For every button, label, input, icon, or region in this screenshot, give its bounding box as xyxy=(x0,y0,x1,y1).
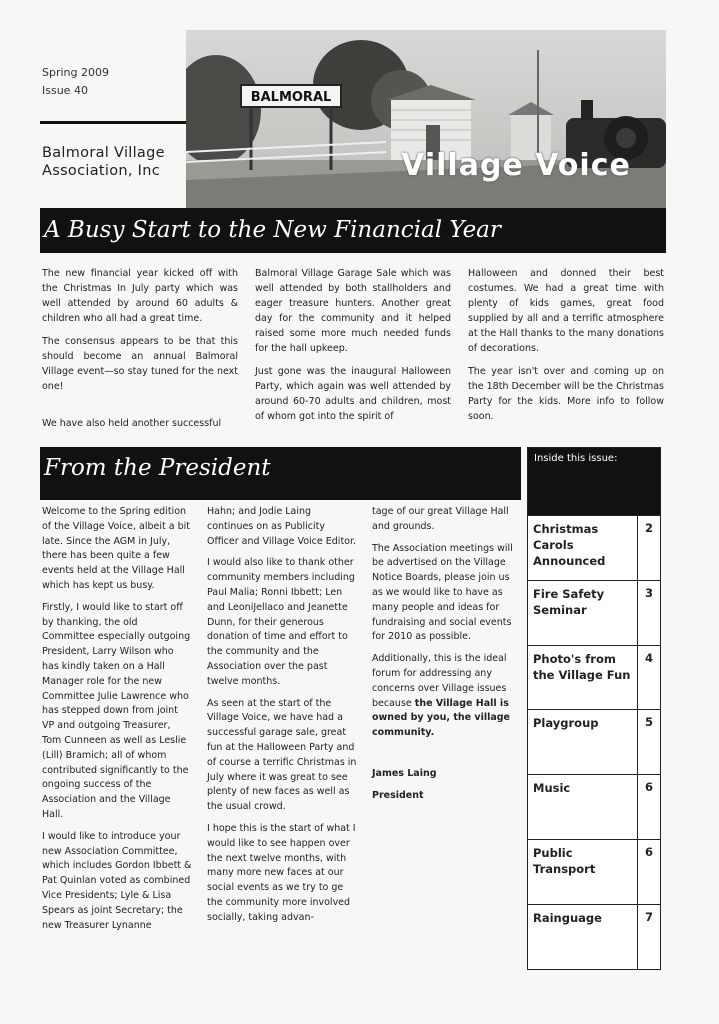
toc-page: 4 xyxy=(637,646,660,710)
toc-page: 7 xyxy=(637,905,660,969)
toc-page: 5 xyxy=(637,710,660,774)
newsletter-title: Village Voice xyxy=(401,148,631,183)
toc-title: Playgroup xyxy=(533,716,599,731)
paragraph: The new financial year kicked off with the Christmas In July party which was well attended by around 60 adults & children who all had a great time. xyxy=(42,268,238,324)
toc-item[interactable] xyxy=(528,515,660,580)
toc-title: Music xyxy=(533,781,571,796)
inside-heading: Inside this issue: xyxy=(528,448,660,515)
paragraph: I would also like to thank other community members including Paul Malia; Ronni Ibbett; Len and LeoniJellaco and Jeanette Dunn, for their generous donation of time and effort to the community and the Association over the past twelve months. xyxy=(207,557,355,687)
toc-item[interactable] xyxy=(528,774,660,839)
signoff-title: President xyxy=(372,789,424,801)
association-name xyxy=(42,144,165,180)
president-column-1 xyxy=(42,505,192,940)
paragraph: The year isn't over and coming up on the 18th December will be the Christmas Party for the kids. More info to follow soon. xyxy=(468,366,664,422)
issue-season: Spring 2009 xyxy=(42,66,109,79)
paragraph: We have also held another successful xyxy=(42,418,222,429)
assoc-line-1: Balmoral Village xyxy=(42,145,165,161)
paragraph: tage of our great Village Hall and grounds. xyxy=(372,506,509,532)
article-heading-financial-year: A Busy Start to the New Financial Year xyxy=(40,208,666,253)
paragraph: The Association meetings will be advertised on the Village Notice Boards, please join us as we would like to have as many people and ideas for fundraising and social events for 2010 as possible. xyxy=(372,542,513,643)
article1-column-3 xyxy=(468,266,664,432)
toc-page: 3 xyxy=(637,581,660,645)
paragraph: Halloween and donned their best costumes. We had a great time with plenty of kids games, great food supplied by all and a terrific atmosphere at the Hall thanks to the many donations of decorations. xyxy=(468,268,664,354)
toc-page: 6 xyxy=(637,775,660,839)
paragraph: Hahn; and Jodie Laing continues on as Publicity Officer and Village Voice Editor. xyxy=(207,506,357,547)
assoc-line-2: Association, Inc xyxy=(42,163,161,179)
paragraph: I would like to introduce your new Association Committee, which includes Gordon Ibbett & Pat Quinlan voted as combined Vice Presidents; Lyle & Lisa Spears as joint Secretary; the new Treasurer Lynanne xyxy=(42,830,192,931)
toc-item[interactable] xyxy=(528,580,660,645)
toc-title: Rainguage xyxy=(533,910,602,925)
toc-item[interactable] xyxy=(528,839,660,904)
toc-page: 2 xyxy=(637,516,660,580)
toc-item[interactable] xyxy=(528,904,660,969)
paragraph xyxy=(372,652,520,741)
paragraph: As seen at the start of the Village Voice, we have had a successful garage sale, great fun at the Halloween Party and of course a terrific Christmas in July where it was great to see plenty of new faces as well as the usual crowd. xyxy=(207,697,357,813)
paragraph-text: Additionally, this is the ideal forum for addressing any concerns over Village issues because xyxy=(372,653,507,709)
paragraph: I hope this is the start of what I would like to see happen over the next twelve months, with many more new faces at our social events as we try to ge the community more involved socially, taking advan- xyxy=(207,822,356,923)
president-column-3 xyxy=(372,505,520,811)
toc-item[interactable] xyxy=(528,645,660,710)
paragraph: The consensus appears to be that this should become an annual Balmoral Village event—so stay tuned for the next one! xyxy=(42,336,238,392)
inside-this-issue-box xyxy=(527,447,661,970)
toc-title: Fire Safety Seminar xyxy=(533,586,605,617)
emphasis-text: the Village Hall is owned by you, the village community. xyxy=(372,697,510,739)
divider xyxy=(40,121,186,124)
signoff-name: James Laing xyxy=(372,767,437,779)
toc-title: Photo's from the Village Fun xyxy=(533,651,631,682)
paragraph: Welcome to the Spring edition of the Village Voice, albeit a bit late. Since the AGM in July, there has been quite a few events held at the Village Hall which has kept us busy. xyxy=(42,506,190,591)
station-sign-text: BALMORAL xyxy=(250,90,332,105)
paragraph: Balmoral Village Garage Sale which was well attended by both stallholders and eager treasure hunters. Another great day for the community and it helped raised some more much needed funds for the hall upkeep. xyxy=(255,268,451,354)
toc-item[interactable] xyxy=(528,709,660,774)
paragraph: Just gone was the inaugural Halloween Party, which again was well attended by around 60-70 adults and children, most of whom got into the spirit of xyxy=(255,366,451,422)
article-heading-president: From the President xyxy=(40,447,521,500)
masthead-photo xyxy=(186,30,666,208)
toc-title: Public Transport xyxy=(533,845,596,876)
toc-title: Christmas Carols Announced xyxy=(533,522,606,568)
article1-column-2 xyxy=(255,266,451,432)
paragraph: Firstly, I would like to start off by thanking, the old Committee especially outgoing President, Larry Wilson who has kindly taken on a Hall Manager role for the new Committee Julie Lawrence who has stepped down from joint VP and outgoing Treasurer, Tom Cunneen as well as Leslie (Lill) Bramich; all of whom contributed significantly to the ongoing success of the Association and the Village Hall. xyxy=(42,601,191,820)
issue-number: Issue 40 xyxy=(42,84,88,97)
toc-page: 6 xyxy=(637,840,660,904)
article1-column-1 xyxy=(42,266,238,439)
president-column-2 xyxy=(207,505,357,933)
